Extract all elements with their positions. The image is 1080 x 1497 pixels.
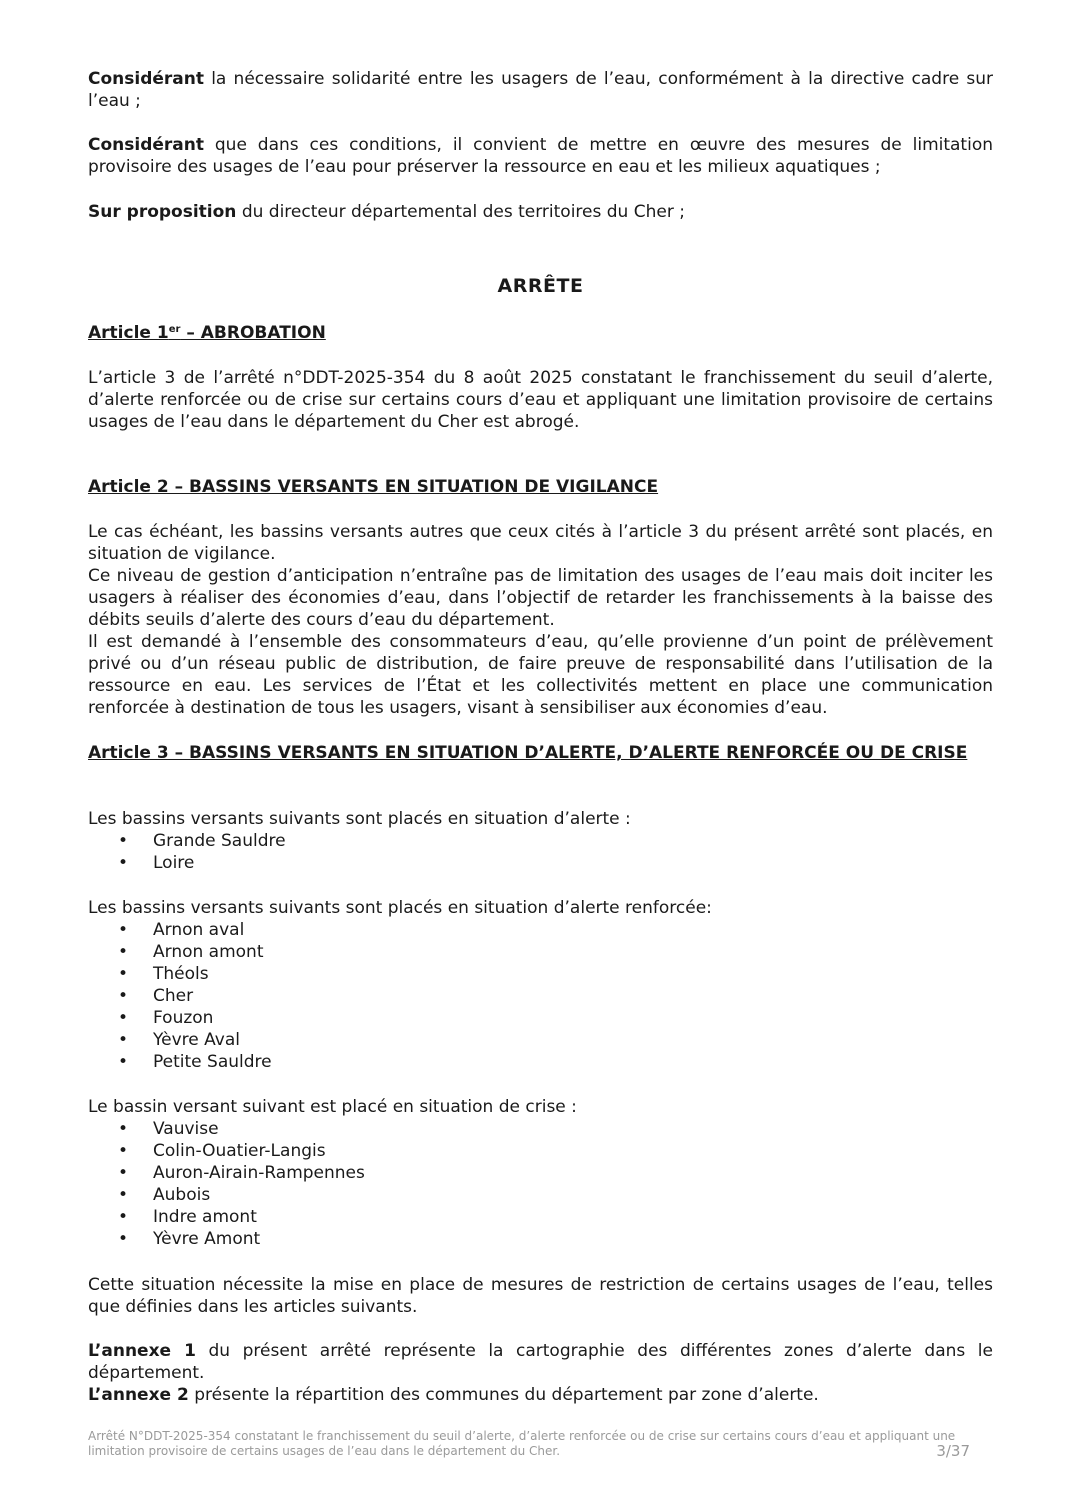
list-item-label: Arnon aval <box>153 920 245 940</box>
list-item-label: Arnon amont <box>153 942 264 962</box>
renforcee-list <box>88 919 993 1073</box>
annexe-1-lead: L’annexe 1 <box>88 1341 196 1361</box>
bullet: • <box>118 831 129 851</box>
considerant-text: la nécessaire solidarité entre les usagers de l’eau, conformément à la directive cadre sur l’eau ; <box>88 69 993 111</box>
annexe-1-text: du présent arrêté représente la cartographie des différentes zones d’alerte dans le département. <box>88 1341 993 1383</box>
crise-section <box>88 1096 993 1250</box>
bullet: • <box>118 1052 129 1072</box>
list-item-label: Théols <box>153 964 209 984</box>
annexe-1-paragraph <box>88 1340 993 1384</box>
article-2-heading: Article 2 – BASSINS VERSANTS EN SITUATION DE VIGILANCE <box>88 477 659 497</box>
list-item <box>88 1029 993 1051</box>
list-item-label: Vauvise <box>153 1119 219 1139</box>
list-item-label: Loire <box>153 853 195 873</box>
bullet: • <box>118 1119 129 1139</box>
list-item <box>88 1140 993 1162</box>
page-footer: Arrêté N°DDT-2025-354 constatant le franchissement du seuil d’alerte, d’alerte renforcée ou de crise sur certains cours d’eau et appliquant une limitation provisoire de certains usages de l’eau dans le département du Cher. <box>88 1429 956 1458</box>
crise-list <box>88 1118 993 1250</box>
list-item <box>88 1051 993 1073</box>
page-number: 3/37 <box>936 1442 970 1460</box>
list-item-label: Yèvre Aval <box>153 1030 240 1050</box>
article-1-heading <box>88 322 326 344</box>
bullet: • <box>118 920 129 940</box>
bullet: • <box>118 1030 129 1050</box>
list-item-label: Indre amont <box>153 1207 257 1227</box>
bullet: • <box>118 964 129 984</box>
article-2-paragraph: Le cas échéant, les bassins versants autres que ceux cités à l’article 3 du présent arrêté sont placés, en situation de vigilance. <box>88 522 993 564</box>
list-item-label: Petite Sauldre <box>153 1052 272 1072</box>
considerant-2 <box>88 134 993 178</box>
renforcee-intro: Les bassins versants suivants sont placés en situation d’alerte renforcée: <box>88 898 712 918</box>
list-item <box>88 985 993 1007</box>
article-1-text: L’article 3 de l’arrêté n°DDT-2025-354 du 8 août 2025 constatant le franchissement du seuil d’alerte, d’alerte renforcée ou de crise sur certains cours d’eau et appliquant une limitation provisoire de certains usages de l’eau dans le département du Cher est abrogé. <box>88 368 993 432</box>
bullet: • <box>118 1163 129 1183</box>
bullet: • <box>118 1008 129 1028</box>
bullet: • <box>118 853 129 873</box>
considerant-lead: Considérant <box>88 135 204 155</box>
annexe-2-paragraph <box>88 1384 993 1406</box>
list-item <box>88 1206 993 1228</box>
list-item-label: Grande Sauldre <box>153 831 286 851</box>
bullet: • <box>118 1207 129 1227</box>
alerte-section <box>88 808 993 874</box>
list-item <box>88 852 993 874</box>
bullet: • <box>118 942 129 962</box>
article-1-heading-number: Article 1 <box>88 323 169 343</box>
list-item-label: Auron-Airain-Rampennes <box>153 1163 365 1183</box>
list-item-label: Yèvre Amont <box>153 1229 261 1249</box>
article-1-heading-title: – ABROBATION <box>180 323 326 343</box>
proposition-lead: Sur proposition <box>88 202 237 222</box>
renforcee-section <box>88 897 993 1073</box>
considerant-1 <box>88 68 993 112</box>
article-2-body <box>88 521 993 719</box>
list-item-label: Aubois <box>153 1185 211 1205</box>
article-2-paragraph: Ce niveau de gestion d’anticipation n’entraîne pas de limitation des usages de l’eau mais doit inciter les usagers à réaliser des économies d’eau, dans l’objectif de retarder les franchissements à la baisse des débits seuils d’alerte des cours d’eau du département. <box>88 566 993 630</box>
alerte-intro: Les bassins versants suivants sont placés en situation d’alerte : <box>88 809 631 829</box>
alerte-list <box>88 830 993 874</box>
article-3-conclusion: Cette situation nécessite la mise en place de mesures de restriction de certains usages de l’eau, telles que définies dans les articles suivants. <box>88 1275 993 1317</box>
sur-proposition <box>88 201 993 223</box>
crise-intro: Le bassin versant suivant est placé en situation de crise : <box>88 1097 577 1117</box>
annexe-2-text: présente la répartition des communes du département par zone d’alerte. <box>188 1385 819 1405</box>
list-item-label: Fouzon <box>153 1008 214 1028</box>
annexe-2-lead: L’annexe 2 <box>88 1385 189 1405</box>
list-item <box>88 1228 993 1250</box>
list-item <box>88 1184 993 1206</box>
list-item-label: Colin-Ouatier-Langis <box>153 1141 326 1161</box>
article-2-paragraph: Il est demandé à l’ensemble des consommateurs d’eau, qu’elle provienne d’un point de prélèvement privé ou d’un réseau public de distribution, de faire preuve de responsabilité dans l’utilisation de la ressource en eau. Les services de l’État et les collectivités mettent en place une communication renforcée à destination de tous les usagers, visant à sensibiliser aux économies d’eau. <box>88 632 993 718</box>
bullet: • <box>118 1141 129 1161</box>
list-item-label: Cher <box>153 986 194 1006</box>
article-1-heading-sup: er <box>168 324 181 335</box>
article-3-heading: Article 3 – BASSINS VERSANTS EN SITUATION D’ALERTE, D’ALERTE RENFORCÉE OU DE CRISE <box>88 743 968 763</box>
list-item <box>88 919 993 941</box>
proposition-text: du directeur départemental des territoires du Cher ; <box>236 202 685 222</box>
list-item <box>88 1162 993 1184</box>
considerant-text: que dans ces conditions, il convient de mettre en œuvre des mesures de limitation provisoire des usages de l’eau pour préserver la ressource en eau et les milieux aquatiques ; <box>88 135 993 177</box>
bullet: • <box>118 1229 129 1249</box>
considerant-lead: Considérant <box>88 69 204 89</box>
list-item <box>88 1007 993 1029</box>
list-item <box>88 963 993 985</box>
list-item <box>88 830 993 852</box>
bullet: • <box>118 986 129 1006</box>
list-item <box>88 1118 993 1140</box>
arrete-title: ARRÊTE <box>497 275 584 297</box>
annexes-section <box>88 1340 993 1406</box>
list-item <box>88 941 993 963</box>
bullet: • <box>118 1185 129 1205</box>
